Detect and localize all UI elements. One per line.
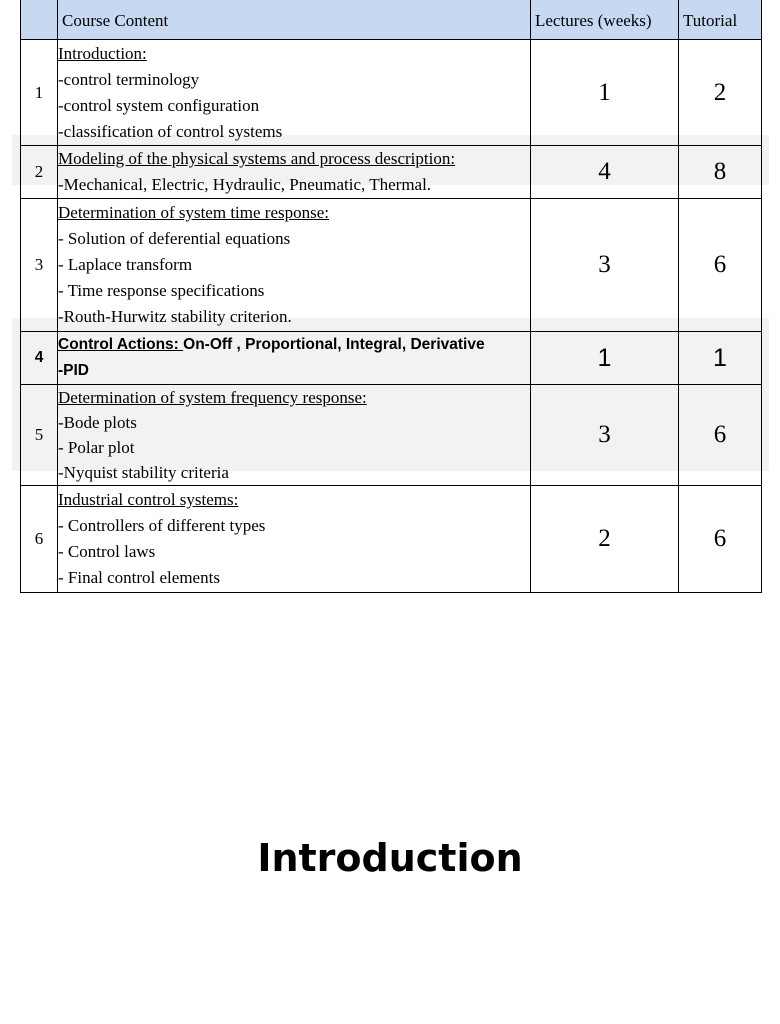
table-row: [21, 40, 762, 146]
row-item: - Controllers of different types: [58, 516, 266, 535]
header-tutorial: Tutorial: [683, 11, 738, 30]
row-tutorial: 6: [679, 486, 762, 593]
header-lectures: Lectures (weeks): [535, 11, 652, 30]
row-topic: Determination of system time response:: [58, 203, 329, 222]
row-number: 5: [21, 385, 58, 486]
row-topic: Industrial control systems:: [58, 490, 239, 509]
row-content: [58, 486, 531, 593]
course-table: [20, 0, 762, 593]
row-number: 6: [21, 486, 58, 593]
row-item: -control terminology: [58, 69, 200, 89]
row-item: -Routh-Hurwitz stability criterion.: [58, 307, 292, 326]
row-tutorial: 6: [679, 199, 762, 332]
header-course-content: Course Content: [62, 11, 169, 30]
row-topic: Modeling of the physical systems and process description:: [58, 149, 456, 168]
header-number-cell: [21, 0, 58, 40]
table-row: [21, 486, 762, 593]
row-item: -Nyquist stability criteria: [58, 463, 229, 482]
row-subtopic: On-Off , Proportional, Integral, Derivative: [183, 336, 485, 353]
course-table-container: [20, 0, 761, 587]
table-row: [21, 385, 762, 486]
row-item: - Laplace transform: [58, 255, 193, 274]
row-number: 2: [21, 146, 58, 199]
table-row: [21, 146, 762, 199]
row-topic: Control Actions:: [58, 336, 184, 353]
row-number: 3: [21, 199, 58, 332]
row-item: -control system configuration: [58, 95, 260, 115]
row-lectures: 3: [531, 385, 679, 486]
row-tutorial: 6: [679, 385, 762, 486]
row-item: -Bode plots: [58, 413, 137, 432]
row-lectures: 4: [531, 146, 679, 199]
row-tutorial: 1: [679, 332, 762, 385]
slide-title: Introduction: [257, 836, 523, 880]
table-row: [21, 332, 762, 385]
header-tutorial-cell: [679, 0, 762, 40]
row-topic-line: [58, 332, 530, 358]
row-item: - Final control elements: [58, 568, 220, 587]
row-content: [58, 199, 531, 332]
row-topic: Determination of system frequency response:: [58, 388, 367, 407]
row-item: -PID: [58, 362, 89, 379]
row-content: [58, 40, 531, 146]
row-number: 4: [21, 332, 58, 385]
row-item: - Time response specifications: [58, 281, 265, 300]
row-item: -Mechanical, Electric, Hydraulic, Pneumatic, Thermal.: [58, 175, 432, 194]
header-content-cell: [58, 0, 531, 40]
table-row: [21, 199, 762, 332]
row-content: [58, 332, 531, 385]
row-tutorial: 2: [679, 40, 762, 146]
header-lectures-cell: [531, 0, 679, 40]
row-tutorial: 8: [679, 146, 762, 199]
row-item: - Solution of deferential equations: [58, 229, 291, 248]
row-item: - Control laws: [58, 542, 156, 561]
row-lectures: 2: [531, 486, 679, 593]
row-lectures: 1: [531, 332, 679, 385]
row-number: 1: [21, 40, 58, 146]
row-topic: Introduction:: [58, 43, 147, 63]
row-content: [58, 385, 531, 486]
table-header-row: [21, 0, 762, 40]
row-item: - Polar plot: [58, 438, 135, 457]
row-lectures: 1: [531, 40, 679, 146]
row-item: -classification of control systems: [58, 121, 283, 141]
row-content: [58, 146, 531, 199]
row-lectures: 3: [531, 199, 679, 332]
